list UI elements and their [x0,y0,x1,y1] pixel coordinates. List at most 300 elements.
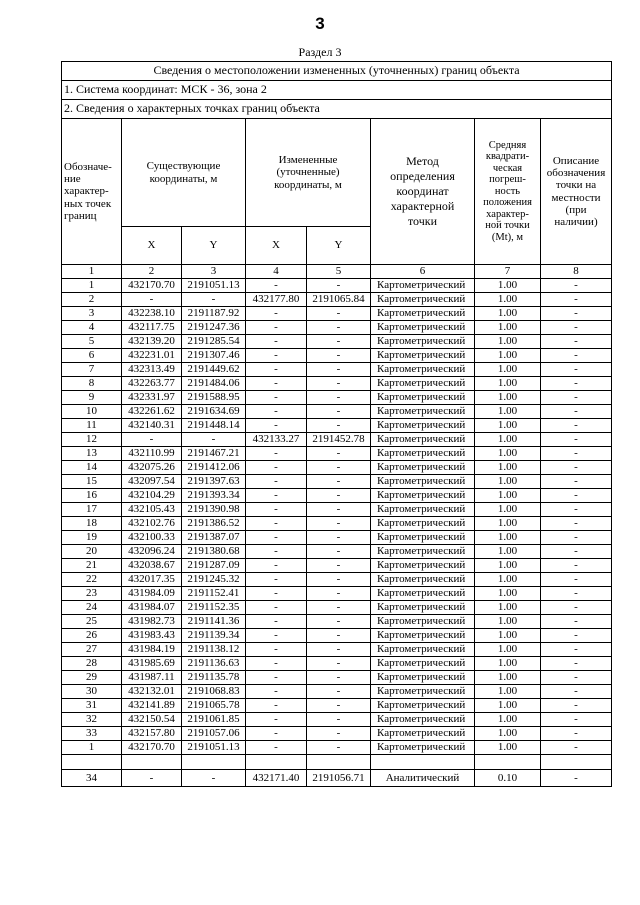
cell-existing-x: - [122,770,182,787]
cell-point-id: 6 [62,349,122,363]
cell-changed-x: - [246,447,307,461]
cell-existing-y: 2191412.06 [182,461,246,475]
cell-existing-y: 2191287.09 [182,559,246,573]
cell-changed-x: - [246,363,307,377]
header-existing-y: Y [182,227,246,265]
cell-method: Картометрический [371,447,475,461]
cell-point-id: 4 [62,321,122,335]
cell-point-id: 2 [62,293,122,307]
cell-changed-x: - [246,727,307,741]
cell-changed-x: - [246,517,307,531]
cell-point-id: 16 [62,489,122,503]
table-row [62,685,612,699]
cell-changed-x: - [246,503,307,517]
column-number: 1 [62,265,122,279]
cell-point-id: 33 [62,727,122,741]
cell-changed-y: - [307,699,371,713]
table-row [62,517,612,531]
cell-method: Картометрический [371,531,475,545]
table-row [62,545,612,559]
cell-existing-x: 432150.54 [122,713,182,727]
cell-method: Картометрический [371,699,475,713]
cell-existing-y: 2191386.52 [182,517,246,531]
cell-changed-x: - [246,405,307,419]
table-row [62,671,612,685]
table-row [62,699,612,713]
cell-description: - [541,433,612,447]
cell-existing-y: 2191307.46 [182,349,246,363]
cell-point-id: 24 [62,601,122,615]
cell-method: Картометрический [371,615,475,629]
cell-accuracy: 1.00 [475,279,541,293]
cell-accuracy: 1.00 [475,349,541,363]
column-number: 6 [371,265,475,279]
cell-description: - [541,770,612,787]
cell-existing-y: 2191380.68 [182,545,246,559]
cell-existing-x: 432238.10 [122,307,182,321]
cell-changed-y: - [307,657,371,671]
cell-existing-y: 2191387.07 [182,531,246,545]
cell-existing-x: 432331.97 [122,391,182,405]
cell-existing-y: 2191139.34 [182,629,246,643]
table-row [62,279,612,293]
cell-changed-x: - [246,657,307,671]
table-row [62,419,612,433]
cell-description: - [541,447,612,461]
cell-changed-x: - [246,349,307,363]
cell-existing-y: 2191634.69 [182,405,246,419]
cell-accuracy: 1.00 [475,685,541,699]
cell-point-id: 17 [62,503,122,517]
cell-method: Картометрический [371,671,475,685]
cell-accuracy: 1.00 [475,531,541,545]
cell-existing-y: 2191138.12 [182,643,246,657]
table-row [62,335,612,349]
table-row [62,741,612,755]
cell-method: Картометрический [371,433,475,447]
cell-existing-x: 431984.19 [122,643,182,657]
section-title: Раздел 3 [298,45,342,59]
cell-changed-y: - [307,335,371,349]
cell-description: - [541,685,612,699]
cell-point-id: 12 [62,433,122,447]
cell-method: Картометрический [371,727,475,741]
cell-existing-y: 2191247.36 [182,321,246,335]
cell-description: - [541,741,612,755]
cell-changed-y: - [307,349,371,363]
cell-point-id: 22 [62,573,122,587]
header-existing-coords: Существующие координаты, м [122,119,246,227]
cell-changed-x: - [246,685,307,699]
cell-changed-x: - [246,741,307,755]
cell-existing-x: 432132.01 [122,685,182,699]
header-method: Метод определения координат характерной точки [371,119,475,265]
cell-changed-y: - [307,559,371,573]
cell-changed-x: 432171.40 [246,770,307,787]
header-changed-y: Y [307,227,371,265]
cell-changed-y: - [307,475,371,489]
cell-changed-y: - [307,461,371,475]
cell-description: - [541,531,612,545]
cell-point-id: 11 [62,419,122,433]
cell-existing-y: 2191397.63 [182,475,246,489]
cell-existing-y: 2191057.06 [182,727,246,741]
cell-accuracy: 1.00 [475,475,541,489]
cell-changed-y: - [307,391,371,405]
cell-accuracy: 1.00 [475,503,541,517]
cell-changed-x: - [246,587,307,601]
cell-accuracy: 1.00 [475,461,541,475]
cell-changed-y: - [307,363,371,377]
cell-changed-y: - [307,377,371,391]
cell-method: Картометрический [371,419,475,433]
cell-existing-x: - [122,293,182,307]
table-row [62,713,612,727]
cell-description: - [541,405,612,419]
cell-changed-x: - [246,475,307,489]
cell-description: - [541,587,612,601]
boundary-points-table [61,61,612,787]
cell-existing-y: 2191141.36 [182,615,246,629]
table-row [62,531,612,545]
cell-existing-x: 432313.49 [122,363,182,377]
table-row [62,629,612,643]
cell-changed-x: - [246,629,307,643]
cell-existing-x: 432017.35 [122,573,182,587]
cell-description: - [541,363,612,377]
cell-changed-x: - [246,391,307,405]
cell-existing-x: 431984.09 [122,587,182,601]
cell-point-id: 8 [62,377,122,391]
cell-point-id: 34 [62,770,122,787]
table-row [62,307,612,321]
header-designation: Обозначе- ние характер- ных точек границ [62,119,122,265]
cell-point-id: 23 [62,587,122,601]
cell-point-id: 9 [62,391,122,405]
table-row [62,559,612,573]
table-row [62,363,612,377]
cell-description: - [541,489,612,503]
cell-description: - [541,545,612,559]
cell-existing-x: 431985.69 [122,657,182,671]
cell-changed-x: - [246,321,307,335]
header-accuracy: Средняя квадрати- ческая погреш- ность положения характер- ной точки (Mt), м [475,119,541,265]
cell-point-id: 18 [62,517,122,531]
cell-changed-y: - [307,573,371,587]
cell-method: Картометрический [371,489,475,503]
cell-existing-x: 432038.67 [122,559,182,573]
table-row [62,349,612,363]
cell-point-id: 5 [62,335,122,349]
table-row [62,405,612,419]
cell-existing-y: 2191187.92 [182,307,246,321]
header-changed-x: X [246,227,307,265]
cell-existing-x: 432117.75 [122,321,182,335]
cell-changed-x: - [246,279,307,293]
table-row [62,293,612,307]
cell-description: - [541,559,612,573]
cell-method: Картометрический [371,657,475,671]
cell-point-id: 1 [62,279,122,293]
header-description: Описание обозначения точки на местности (при наличии) [541,119,612,265]
cell-description: - [541,601,612,615]
cell-accuracy: 1.00 [475,629,541,643]
cell-existing-x: 432170.70 [122,279,182,293]
cell-method: Картометрический [371,643,475,657]
cell-point-id: 32 [62,713,122,727]
cell-changed-y: - [307,727,371,741]
cell-changed-x: - [246,559,307,573]
cell-changed-y: - [307,545,371,559]
cell-changed-x: - [246,377,307,391]
cell-changed-y: 2191056.71 [307,770,371,787]
cell-point-id: 26 [62,629,122,643]
cell-accuracy: 1.00 [475,587,541,601]
cell-method: Аналитический [371,770,475,787]
cell-point-id: 19 [62,531,122,545]
cell-existing-x: 432104.29 [122,489,182,503]
cell-existing-x: 432157.80 [122,727,182,741]
cell-description: - [541,713,612,727]
column-number: 8 [541,265,612,279]
cell-existing-y: 2191285.54 [182,335,246,349]
cell-existing-x: 432105.43 [122,503,182,517]
column-number: 3 [182,265,246,279]
cell-existing-y: 2191245.32 [182,573,246,587]
cell-method: Картометрический [371,601,475,615]
cell-changed-y: - [307,685,371,699]
cell-point-id: 29 [62,671,122,685]
cell-description: - [541,671,612,685]
table-row [62,447,612,461]
cell-changed-x: - [246,419,307,433]
cell-changed-y: - [307,741,371,755]
cell-existing-y: - [182,433,246,447]
cell-point-id: 21 [62,559,122,573]
cell-existing-x: 431982.73 [122,615,182,629]
cell-existing-x: 432261.62 [122,405,182,419]
cell-changed-y: - [307,419,371,433]
cell-accuracy: 1.00 [475,643,541,657]
cell-changed-x: - [246,531,307,545]
cell-changed-x: - [246,601,307,615]
cell-existing-y: 2191467.21 [182,447,246,461]
cell-existing-y: 2191136.63 [182,657,246,671]
cell-method: Картометрический [371,377,475,391]
cell-changed-y: - [307,321,371,335]
cell-existing-y: 2191448.14 [182,419,246,433]
cell-changed-y: - [307,489,371,503]
cell-accuracy: 1.00 [475,615,541,629]
coordinate-system: 1. Система координат: МСК - 36, зона 2 [62,81,612,100]
table-row [62,433,612,447]
cell-accuracy: 1.00 [475,335,541,349]
cell-method: Картометрический [371,461,475,475]
cell-existing-x: 432097.54 [122,475,182,489]
page-number: 3 [315,14,325,33]
cell-changed-y: - [307,279,371,293]
cell-existing-x: 431987.11 [122,671,182,685]
table-row [62,573,612,587]
cell-accuracy: 1.00 [475,489,541,503]
table-row [62,321,612,335]
cell-point-id: 20 [62,545,122,559]
table-row [62,643,612,657]
cell-accuracy: 1.00 [475,419,541,433]
cell-existing-y: 2191393.34 [182,489,246,503]
cell-method: Картометрический [371,363,475,377]
cell-accuracy: 1.00 [475,321,541,335]
table-row [62,377,612,391]
cell-changed-x: - [246,545,307,559]
cell-existing-y: 2191068.83 [182,685,246,699]
cell-existing-x: 432110.99 [122,447,182,461]
cell-description: - [541,517,612,531]
cell-existing-x: 432102.76 [122,517,182,531]
cell-changed-x: - [246,713,307,727]
cell-method: Картометрический [371,629,475,643]
cell-accuracy: 1.00 [475,573,541,587]
cell-accuracy: 1.00 [475,391,541,405]
cell-accuracy: 1.00 [475,447,541,461]
cell-changed-y: - [307,643,371,657]
cell-method: Картометрический [371,517,475,531]
cell-method: Картометрический [371,307,475,321]
cell-point-id: 7 [62,363,122,377]
cell-changed-y: - [307,601,371,615]
cell-description: - [541,615,612,629]
cell-method: Картометрический [371,559,475,573]
points-rows [62,279,612,755]
table-row [62,770,612,787]
cell-changed-y: - [307,587,371,601]
cell-existing-y: 2191051.13 [182,741,246,755]
cell-accuracy: 1.00 [475,405,541,419]
cell-point-id: 14 [62,461,122,475]
cell-description: - [541,349,612,363]
cell-changed-y: - [307,503,371,517]
cell-description: - [541,321,612,335]
cell-point-id: 3 [62,307,122,321]
cell-changed-x: - [246,335,307,349]
cell-description: - [541,307,612,321]
column-number: 2 [122,265,182,279]
table-row [62,461,612,475]
cell-method: Картометрический [371,503,475,517]
cell-changed-x: - [246,671,307,685]
cell-description: - [541,699,612,713]
cell-accuracy: 1.00 [475,377,541,391]
cell-point-id: 28 [62,657,122,671]
cell-changed-y: - [307,671,371,685]
cell-accuracy: 1.00 [475,713,541,727]
cell-description: - [541,419,612,433]
cell-point-id: 27 [62,643,122,657]
cell-accuracy: 1.00 [475,559,541,573]
cell-point-id: 25 [62,615,122,629]
cell-method: Картометрический [371,279,475,293]
cell-description: - [541,629,612,643]
cell-changed-x: - [246,699,307,713]
cell-existing-y: - [182,293,246,307]
column-number: 7 [475,265,541,279]
cell-description: - [541,475,612,489]
cell-changed-x: - [246,573,307,587]
cell-changed-x: - [246,615,307,629]
cell-accuracy: 1.00 [475,741,541,755]
table-row [62,503,612,517]
cell-description: - [541,293,612,307]
cell-point-id: 1 [62,741,122,755]
cell-existing-y: 2191484.06 [182,377,246,391]
cell-existing-y: 2191449.62 [182,363,246,377]
cell-existing-y: 2191152.35 [182,601,246,615]
cell-existing-x: 432096.24 [122,545,182,559]
cell-point-id: 15 [62,475,122,489]
cell-method: Картометрический [371,321,475,335]
cell-method: Картометрический [371,335,475,349]
cell-changed-y: - [307,405,371,419]
cell-description: - [541,643,612,657]
cell-accuracy: 1.00 [475,293,541,307]
header-existing-x: X [122,227,182,265]
cell-accuracy: 1.00 [475,307,541,321]
cell-existing-x: 432100.33 [122,531,182,545]
cell-changed-y: - [307,517,371,531]
cell-changed-y: - [307,615,371,629]
cell-existing-x: 431983.43 [122,629,182,643]
cell-existing-x: 432263.77 [122,377,182,391]
cell-method: Картометрический [371,475,475,489]
cell-description: - [541,727,612,741]
cell-existing-x: 432170.70 [122,741,182,755]
cell-method: Картометрический [371,741,475,755]
points-heading: 2. Сведения о характерных точках границ объекта [62,100,612,119]
cell-existing-y: 2191051.13 [182,279,246,293]
cell-method: Картометрический [371,573,475,587]
cell-changed-x: 432133.27 [246,433,307,447]
cell-changed-y: 2191065.84 [307,293,371,307]
column-number: 5 [307,265,371,279]
cell-changed-x: - [246,307,307,321]
cell-changed-y: - [307,531,371,545]
table-row [62,727,612,741]
cell-method: Картометрический [371,349,475,363]
cell-point-id: 31 [62,699,122,713]
header-changed-coords: Измененные (уточненные) координаты, м [246,119,371,227]
cell-accuracy: 1.00 [475,517,541,531]
table-row [62,475,612,489]
cell-description: - [541,391,612,405]
cell-existing-x: 432140.31 [122,419,182,433]
cell-accuracy: 1.00 [475,433,541,447]
cell-accuracy: 1.00 [475,363,541,377]
cell-changed-y: - [307,629,371,643]
cell-changed-y: 2191452.78 [307,433,371,447]
cell-existing-x: 432231.01 [122,349,182,363]
cell-description: - [541,279,612,293]
cell-existing-y: - [182,770,246,787]
cell-description: - [541,503,612,517]
cell-description: - [541,657,612,671]
cell-existing-y: 2191390.98 [182,503,246,517]
cell-point-id: 10 [62,405,122,419]
cell-existing-y: 2191065.78 [182,699,246,713]
table-row [62,489,612,503]
cell-changed-y: - [307,447,371,461]
cell-existing-y: 2191061.85 [182,713,246,727]
cell-changed-x: 432177.80 [246,293,307,307]
